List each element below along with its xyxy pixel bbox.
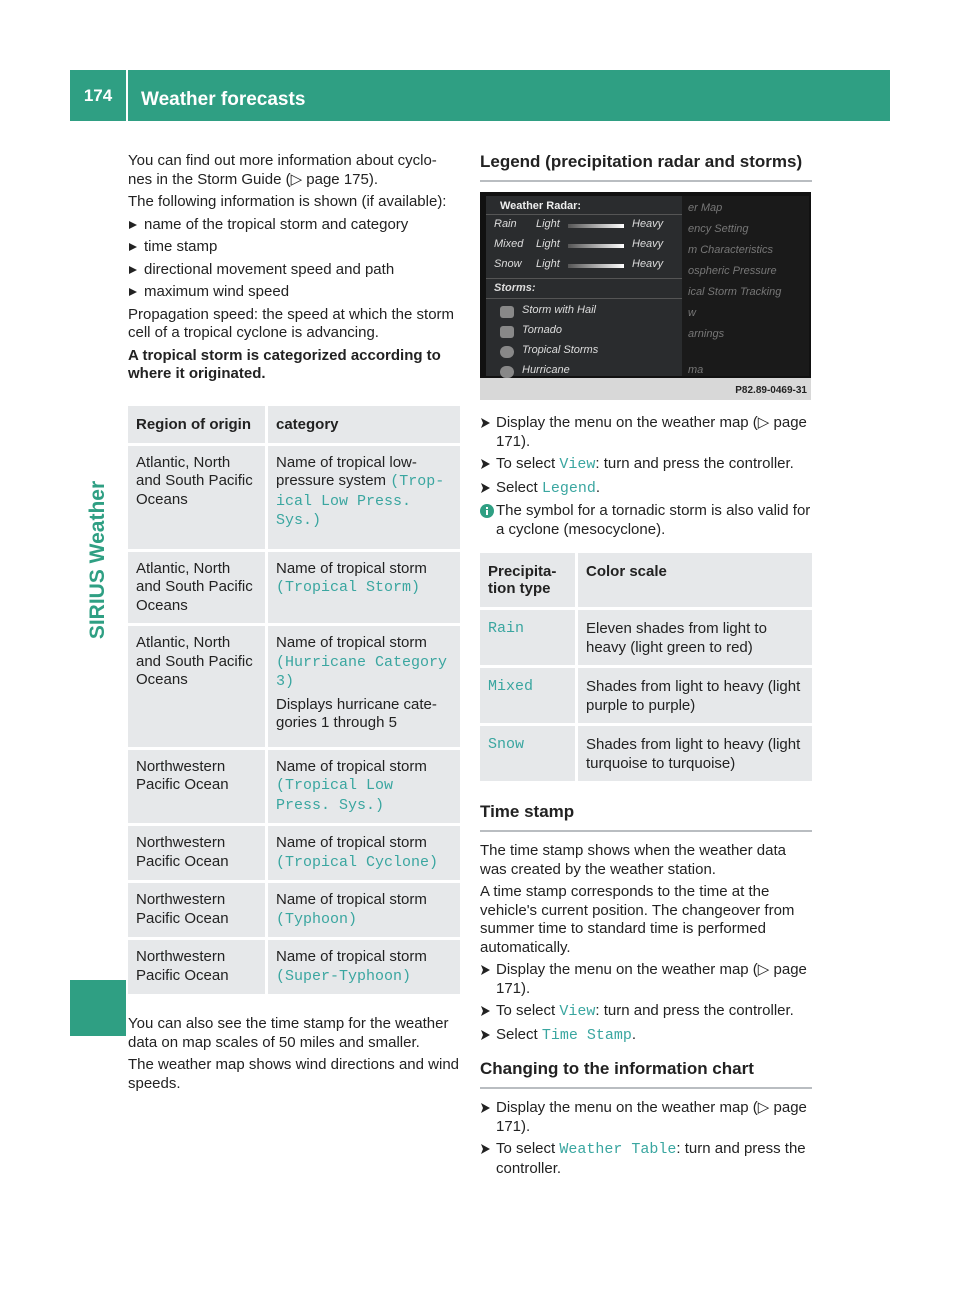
bullet-icon — [129, 266, 137, 274]
category-cell — [268, 826, 460, 883]
region-cell: Northwestern Pacific Ocean — [128, 883, 268, 940]
legend-steps — [480, 414, 812, 498]
precip-type-cell: Mixed — [480, 668, 578, 726]
radar-legend-panel — [486, 196, 682, 376]
step-arrow-icon — [481, 483, 490, 493]
list-item — [480, 479, 812, 499]
list-item — [128, 283, 460, 302]
storm-label: Hurricane — [522, 364, 570, 376]
list-item — [480, 455, 812, 475]
timestamp-steps — [480, 961, 812, 1045]
info-icon — [480, 504, 494, 518]
category-cell — [268, 552, 460, 627]
column-header: category — [268, 406, 460, 446]
region-cell: Atlantic, North and South Pacific Oceans — [128, 626, 268, 750]
legend-row-high: Heavy — [632, 218, 664, 230]
intensity-bar — [568, 224, 624, 228]
menu-item: ospheric Pressure — [688, 265, 777, 277]
table-row — [480, 668, 812, 726]
step-code: View — [559, 456, 596, 473]
radar-title: Weather Radar: — [500, 200, 582, 212]
column-header: Precipita-tion type — [480, 553, 578, 610]
region-cell: Northwestern Pacific Ocean — [128, 826, 268, 883]
step-arrow-icon — [481, 1006, 490, 1016]
step-text: Display the menu on the weather map (▷ page 171). — [496, 961, 807, 997]
note-text: The symbol for a tornadic storm is also valid for a cyclone (mesocyclone). — [496, 502, 811, 538]
legend-row-name: Mixed — [494, 238, 524, 250]
info-note — [480, 502, 812, 539]
step-code: Time Stamp — [541, 1026, 632, 1044]
list-item — [128, 261, 460, 280]
page-title: Weather forecasts — [141, 89, 306, 110]
chart-heading: Changing to the information chart — [480, 1059, 812, 1089]
table-header-row — [128, 406, 460, 446]
step-text: . — [631, 1025, 637, 1043]
step-text: Select — [496, 478, 542, 496]
menu-item: w — [688, 307, 696, 319]
step-text: Display the menu on the weather map (▷ page 171). — [496, 414, 807, 450]
intro-text: You can find out more information about cyclo-nes in the Storm Guide (▷ page 175). — [128, 152, 437, 188]
precip-type-cell: Rain — [480, 610, 578, 668]
timestamp-scale-text: You can also see the time stamp for the weather data on map scales of 50 miles and smaller. — [128, 1015, 449, 1051]
region-cell: Atlantic, North and South Pacific Oceans — [128, 446, 268, 552]
category-code: (Typhoon) — [276, 910, 358, 928]
menu-item: ency Setting — [688, 223, 749, 235]
column-header: Region of origin — [128, 406, 268, 446]
storm-label: Storm with Hail — [522, 304, 596, 316]
header-divider — [126, 70, 128, 121]
legend-row-high: Heavy — [632, 238, 664, 250]
list-item — [128, 238, 460, 257]
category-code: (Trop‐ ical Low Press. Sys.) — [276, 473, 445, 529]
region-cell: Atlantic, North and South Pacific Oceans — [128, 552, 268, 627]
category-extra: Displays hurricane cate-gories 1 through 5 — [276, 695, 437, 731]
legend-row-low: Light — [536, 238, 560, 250]
region-cell: Northwestern Pacific Ocean — [128, 750, 268, 827]
bullet-text: directional movement speed and path — [144, 260, 395, 278]
info-bullets — [128, 216, 460, 302]
list-item — [480, 414, 812, 451]
tornado-icon — [500, 326, 514, 338]
step-arrow-icon — [481, 418, 490, 428]
bullet-icon — [129, 221, 137, 229]
bullet-icon — [129, 288, 137, 296]
category-code: (Hurricane Category 3) — [276, 653, 448, 690]
precip-type-cell: Snow — [480, 726, 578, 784]
category-text: Name of tropical storm — [276, 559, 427, 577]
category-text: Name of tropical low-pressure system — [276, 453, 417, 489]
weather-menu-panel — [682, 196, 809, 376]
divider — [486, 278, 682, 279]
column-header: Color scale — [578, 553, 812, 610]
screenshot-footer — [480, 378, 811, 400]
table-row — [128, 446, 460, 552]
following-text: The following information is shown (if available): — [128, 193, 447, 210]
storms-title: Storms: — [494, 282, 536, 294]
list-item — [480, 1099, 812, 1136]
legend-row-name: Rain — [494, 218, 517, 230]
storm-label: Tornado — [522, 324, 562, 336]
step-text: : turn and press the controller. — [595, 1002, 794, 1019]
category-text: Name of tropical storm — [276, 948, 427, 965]
category-cell — [268, 626, 460, 750]
step-code: Legend — [541, 479, 596, 497]
hurricane-icon — [500, 366, 514, 378]
side-tab-marker — [70, 980, 126, 1036]
step-text: Display the menu on the weather map (▷ page 171). — [496, 1099, 807, 1135]
step-code: Weather Table — [559, 1141, 677, 1158]
category-text: Name of tropical storm — [276, 834, 427, 851]
table-row — [128, 552, 460, 627]
list-item — [480, 1026, 812, 1046]
legend-row-low: Light — [536, 258, 560, 270]
table-row — [128, 940, 460, 997]
step-arrow-icon — [481, 1030, 490, 1040]
figure-code: P82.89-0469-31 — [735, 385, 807, 396]
categorized-text: A tropical storm is categorized according to where it originated. — [128, 346, 441, 382]
table-row — [128, 826, 460, 883]
legend-row-name: Snow — [494, 258, 522, 270]
bullet-text: time stamp — [144, 238, 218, 255]
table-header-row — [480, 553, 812, 610]
step-arrow-icon — [481, 1144, 490, 1154]
step-text: Select — [496, 1025, 542, 1043]
timestamp-text: A time stamp corresponds to the time at the vehicle's current position. The changeover from summer time to standard time is performed automatically. — [480, 883, 795, 956]
table-row — [480, 610, 812, 668]
weather-radar-screenshot — [480, 192, 811, 400]
legend-heading: Legend (precipitation radar and storms) — [480, 152, 812, 182]
divider — [486, 214, 682, 215]
category-cell — [268, 883, 460, 940]
list-item — [480, 961, 812, 998]
category-code: (Tropical Cyclone) — [276, 853, 439, 871]
region-cell: Northwestern Pacific Ocean — [128, 940, 268, 997]
list-item — [480, 1140, 812, 1178]
category-code: (Super-Typhoon) — [276, 967, 412, 985]
intensity-bar — [568, 264, 624, 268]
step-text: To select — [496, 1140, 560, 1157]
storm-label: Tropical Storms — [522, 344, 599, 356]
wind-text: The weather map shows wind directions and wind speeds. — [128, 1056, 460, 1092]
menu-item: m Characteristics — [688, 244, 773, 256]
step-code: View — [559, 1003, 596, 1020]
timestamp-heading: Time stamp — [480, 802, 812, 832]
chart-steps — [480, 1099, 812, 1178]
menu-item: ical Storm Tracking — [688, 286, 782, 298]
right-column — [480, 152, 812, 1182]
tropical-storm-icon — [500, 346, 514, 358]
side-tab-label: SIRIUS Weather — [86, 480, 109, 640]
table-row — [480, 726, 812, 784]
step-arrow-icon — [481, 459, 490, 469]
step-text: : turn and press the controller. — [595, 455, 794, 472]
legend-row-high: Heavy — [632, 258, 664, 270]
step-text: . — [595, 478, 601, 496]
category-text: Name of tropical storm — [276, 757, 427, 775]
menu-item: er Map — [688, 202, 723, 214]
step-text: : turn and press the controller. — [496, 1140, 806, 1177]
step-text: To select — [496, 1002, 560, 1019]
storm-hail-icon — [500, 306, 514, 318]
color-scale-cell: Shades from light to heavy (light purple to purple) — [578, 668, 812, 726]
category-code: (Tropical Low Press. Sys.) — [276, 777, 394, 814]
category-text: Name of tropical storm — [276, 891, 427, 908]
category-cell — [268, 750, 460, 827]
bullet-text: maximum wind speed — [144, 283, 290, 300]
menu-item: ma — [688, 364, 704, 376]
category-text: Name of tropical storm — [276, 634, 427, 651]
propagation-text: Propagation speed: the speed at which the storm cell of a tropical cyclone is advancing. — [128, 305, 455, 341]
category-cell — [268, 940, 460, 997]
color-scale-table — [480, 553, 812, 784]
bullet-icon — [129, 243, 137, 251]
timestamp-text: The time stamp shows when the weather data was created by the weather station. — [480, 842, 786, 878]
step-arrow-icon — [481, 965, 490, 975]
bullet-text: name of the tropical storm and category — [144, 215, 409, 233]
divider — [486, 298, 682, 299]
table-row — [128, 750, 460, 827]
page-number: 174 — [83, 86, 113, 105]
menu-item: arnings — [688, 328, 725, 340]
category-code: (Tropical Storm) — [276, 579, 421, 596]
color-scale-cell: Shades from light to heavy (light turquoise to turquoise) — [578, 726, 812, 784]
list-item — [128, 216, 460, 235]
legend-row-low: Light — [536, 218, 560, 230]
list-item — [480, 1002, 812, 1022]
color-scale-cell: Eleven shades from light to heavy (light green to red) — [578, 610, 812, 668]
intensity-bar — [568, 244, 624, 248]
table-row — [128, 883, 460, 940]
storm-category-table — [128, 406, 460, 998]
category-cell — [268, 446, 460, 552]
step-text: To select — [496, 455, 560, 472]
left-column — [128, 152, 460, 1097]
step-arrow-icon — [481, 1103, 490, 1113]
table-row — [128, 626, 460, 750]
